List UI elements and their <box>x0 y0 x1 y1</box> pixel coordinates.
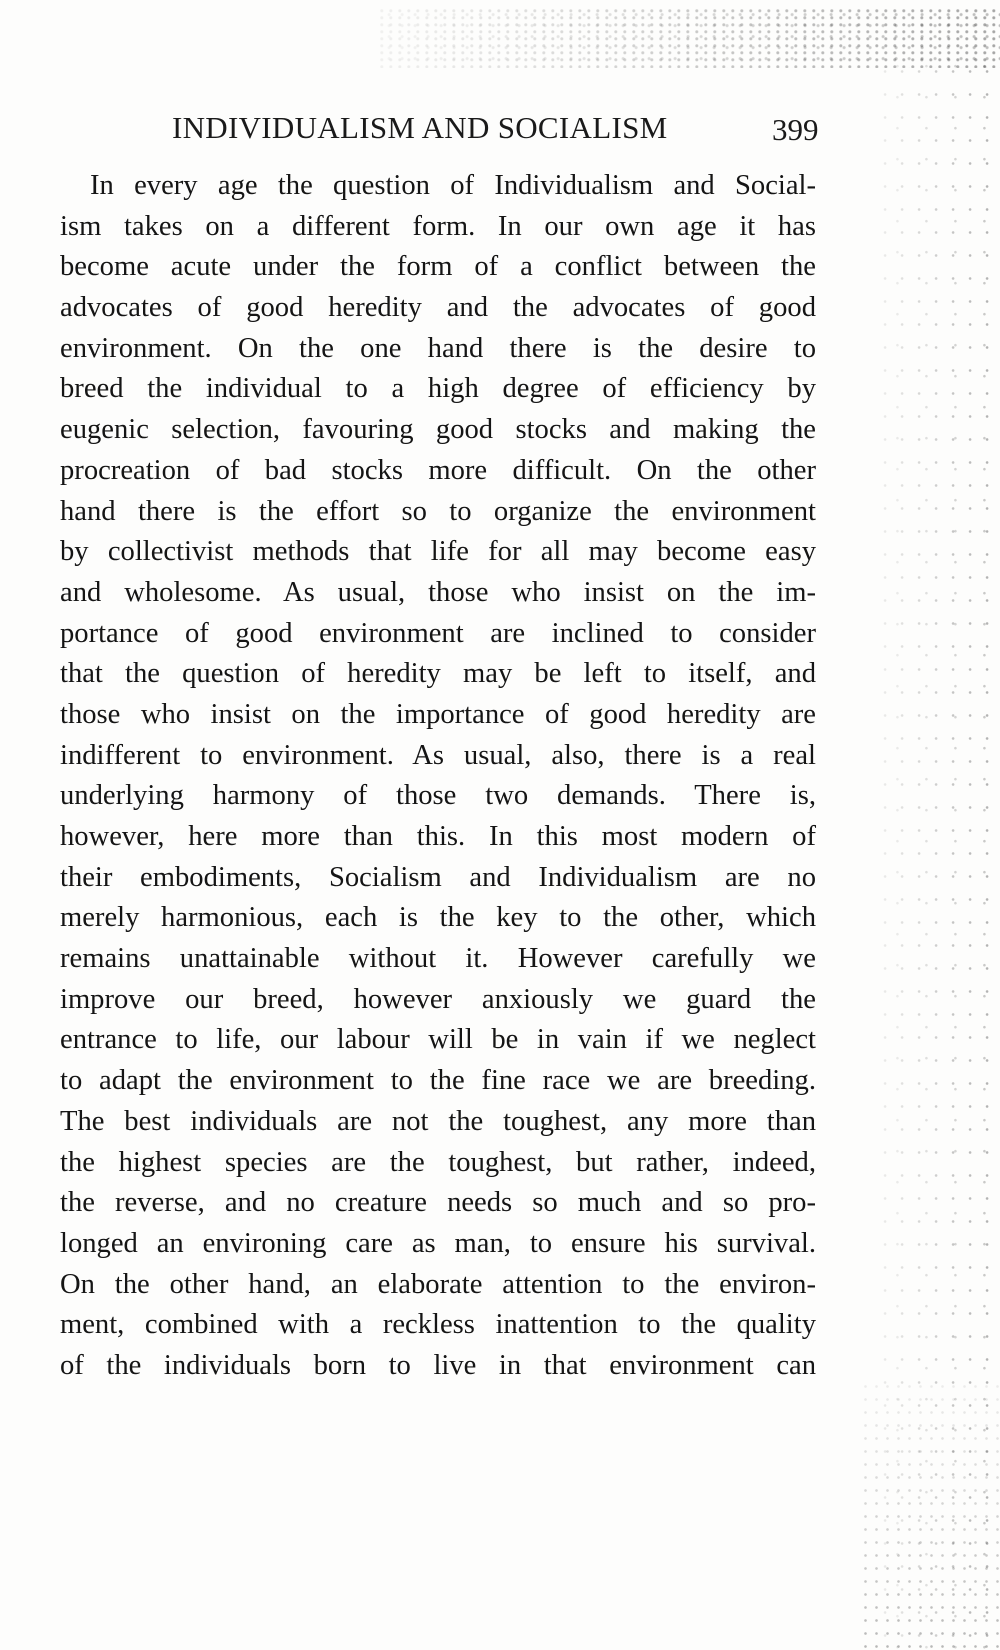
text-line: that the question of heredity may be left to itself, and <box>60 658 816 690</box>
running-title: INDIVIDUALISM AND SOCIALISM <box>172 110 668 145</box>
page-number: 399 <box>772 112 819 147</box>
text-line: The best individuals are not the toughest, any more than <box>60 1105 816 1137</box>
body-paragraph <box>60 166 816 1387</box>
text-line: hand there is the effort so to organize the environment <box>60 495 816 527</box>
text-line: portance of good environment are inclined to consider <box>60 617 816 649</box>
text-line: longed an environing care as man, to ensure his survival. <box>60 1227 816 1259</box>
text-line: environment. On the one hand there is the desire to <box>60 332 816 364</box>
page-header <box>60 110 860 154</box>
text-line: entrance to life, our labour will be in vain if we neglect <box>60 1024 816 1056</box>
text-line: of the individuals born to live in that environment can <box>60 1349 816 1381</box>
text-line: In every age the question of Individualism and Social- <box>90 170 816 201</box>
print-speckle-right-margin <box>880 60 1000 1650</box>
text-line: merely harmonious, each is the key to the other, which <box>60 902 816 934</box>
text-line: indifferent to environment. As usual, also, there is a real <box>60 739 816 771</box>
text-line: to adapt the environment to the fine race we are breeding. <box>60 1065 816 1097</box>
text-line: by collectivist methods that life for all may become easy <box>60 536 816 568</box>
text-line: however, here more than this. In this most modern of <box>60 821 816 852</box>
text-line: the reverse, and no creature needs so much and so pro- <box>60 1187 816 1219</box>
text-line: procreation of bad stocks more difficult. On the other <box>60 454 816 486</box>
text-line: ment, combined with a reckless inattention to the quality <box>60 1309 816 1341</box>
text-line: those who insist on the importance of good heredity are <box>60 698 816 730</box>
text-line: their embodiments, Socialism and Individualism are no <box>60 861 816 893</box>
text-line: On the other hand, an elaborate attention to the environ- <box>60 1268 816 1300</box>
print-speckle-bottom <box>860 1380 1000 1650</box>
text-line: breed the individual to a high degree of efficiency by <box>60 373 816 405</box>
text-line: the highest species are the toughest, but rather, indeed, <box>60 1146 816 1178</box>
text-line: and wholesome. As usual, those who insist on the im- <box>60 576 816 608</box>
text-line: underlying harmony of those two demands. There is, <box>60 780 816 812</box>
print-speckle-top <box>380 8 1000 68</box>
text-line: become acute under the form of a conflict between the <box>60 251 816 283</box>
text-line: remains unattainable without it. However carefully we <box>60 943 816 975</box>
text-line: improve our breed, however anxiously we guard the <box>60 983 816 1015</box>
text-line: eugenic selection, favouring good stocks and making the <box>60 414 816 446</box>
text-line: advocates of good heredity and the advocates of good <box>60 292 816 324</box>
text-line: ism takes on a different form. In our own age it has <box>60 210 816 242</box>
